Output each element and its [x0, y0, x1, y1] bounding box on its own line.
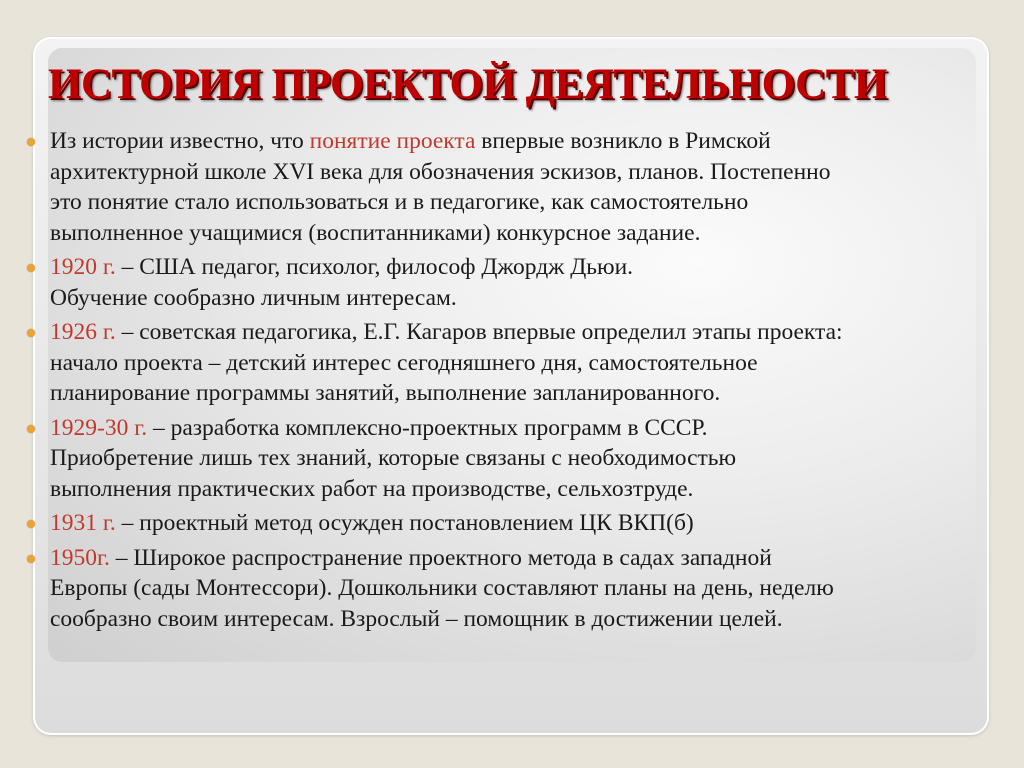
bullet-line: [50, 252, 995, 283]
line-text: впервые возникло в Римской: [475, 128, 771, 154]
line-text: Обучение сообразно личным интересам.: [50, 284, 457, 311]
highlight-text: 1950г.: [50, 544, 110, 571]
bullet-line: [50, 187, 995, 218]
bullet-line: [50, 474, 995, 505]
line-text: – советская педагогика, Е.Г. Кагаров впервые определил этапы проекта:: [115, 319, 843, 345]
bullet-line: [50, 126, 995, 157]
highlight-text: понятие проекта: [309, 128, 476, 154]
bullet-line: [50, 543, 995, 574]
highlight-text: 1920 г.: [50, 254, 116, 280]
line-text: сообразно своим интересам. Взрослый – помощник в достижении целей.: [50, 605, 783, 632]
line-text: – разработка комплексно-проектных программ в СССР.: [147, 414, 708, 441]
line-text: Из истории известно, что: [50, 128, 310, 154]
bullet-dot-icon: [27, 138, 35, 146]
line-text: – США педагог, психолог, философ Джордж Дьюи.: [115, 254, 634, 280]
line-text: – Широкое распространение проектного метода в садах западной: [109, 544, 772, 571]
bullet-line: [50, 378, 995, 409]
bullet-dot-icon: [27, 520, 35, 528]
line-text: выполнения практических работ на производстве, сельхозтруде.: [50, 475, 694, 502]
bullet-item: [50, 543, 995, 635]
line-text: Европы (сады Монтессори). Дошкольники составляют планы на день, неделю: [50, 575, 834, 601]
line-text: планирование программы занятий, выполнение запланированного.: [50, 380, 721, 406]
bullet-line: [50, 157, 995, 188]
bullet-item: [50, 126, 995, 248]
highlight-text: 1926 г.: [50, 319, 116, 345]
line-text: выполненное учащимися (воспитанниками) конкурсное задание.: [50, 219, 701, 246]
bullet-line: [50, 413, 995, 444]
bullet-line: [50, 604, 995, 635]
slide-title: ИСТОРИЯ ПРОЕКТОЙ ДЕЯТЕЛЬНОСТИ: [48, 61, 887, 108]
bullet-item: [50, 413, 995, 505]
line-text: Приобретение лишь тех знаний, которые связаны с необходимостью: [50, 445, 737, 471]
bullet-dot-icon: [27, 555, 35, 563]
bullet-dot-icon: [27, 264, 35, 272]
line-text: начало проекта – детский интерес сегодняшнего дня, самостоятельное: [50, 349, 758, 376]
bullet-list: [50, 126, 995, 638]
bullet-dot-icon: [27, 329, 35, 337]
highlight-text: 1931 г.: [50, 510, 116, 536]
line-text: архитектурной школе XVI века для обозначения эскизов, планов. Постепенно: [50, 158, 831, 185]
line-text: – проектный метод осужден постановлением ЦК ВКП(б): [115, 510, 694, 536]
bullet-line: [50, 218, 995, 249]
bullet-line: [50, 573, 995, 604]
bullet-line: [50, 283, 995, 314]
bullet-item: [50, 317, 995, 409]
bullet-item: [50, 252, 995, 313]
bullet-item: [50, 508, 995, 539]
bullet-dot-icon: [27, 425, 35, 433]
bullet-line: [50, 443, 995, 474]
bullet-line: [50, 508, 995, 539]
highlight-text: 1929-30 г.: [50, 414, 148, 441]
bullet-line: [50, 317, 995, 348]
bullet-line: [50, 348, 995, 379]
line-text: это понятие стало использоваться и в педагогике, как самостоятельно: [50, 189, 749, 215]
